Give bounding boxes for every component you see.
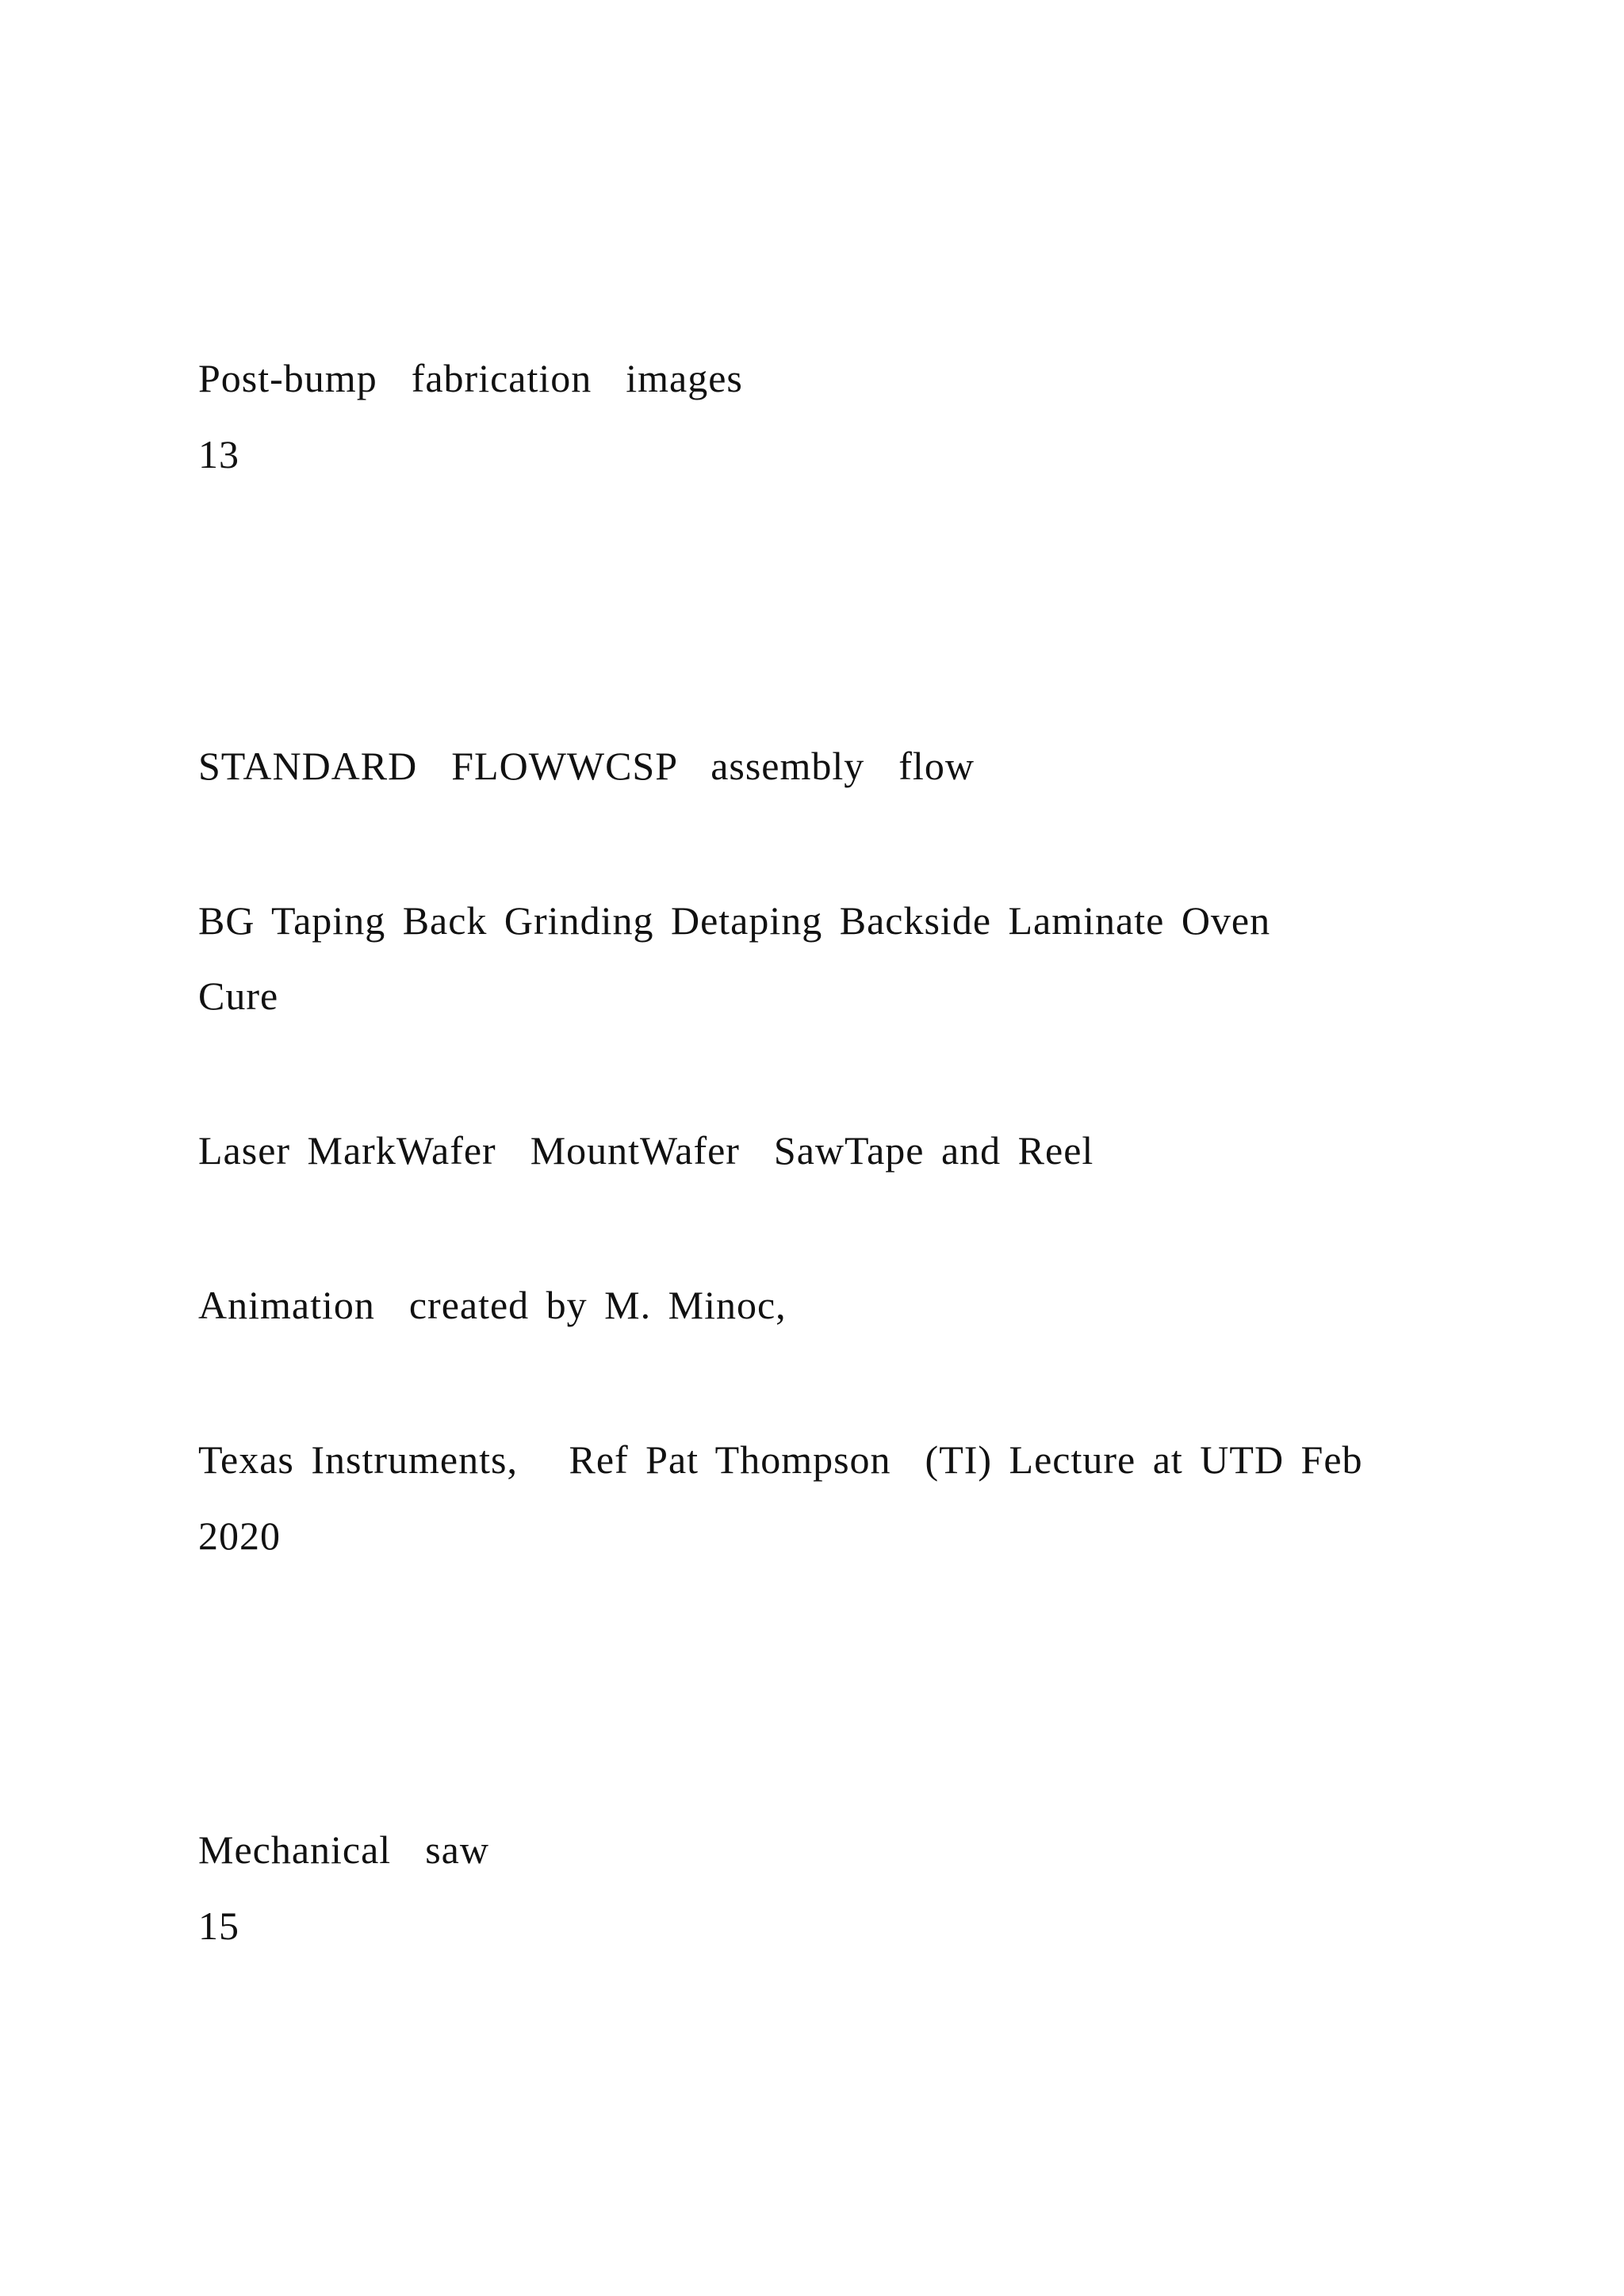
section-title-standard-flow: STANDARD FLOWWCSP assembly flow: [198, 744, 975, 788]
flow-steps-line-2: Cure: [198, 974, 279, 1018]
slide-number: 15: [198, 1904, 239, 1948]
slide-number: 13: [198, 432, 239, 476]
animation-credit: Animation created by M. Minoc,: [198, 1283, 787, 1327]
reference-line-2: 2020: [198, 1513, 281, 1558]
reference-line-1: Texas Instruments, Ref Pat Thompson (TI) Lecture at UTD Feb: [198, 1437, 1363, 1482]
flow-steps-line-1: BG Taping Back Grinding Detaping Backside Laminate Oven: [198, 898, 1271, 943]
flow-steps-line-3: Laser MarkWafer MountWafer SawTape and Reel: [198, 1128, 1094, 1173]
section-title-mechanical-saw: Mechanical saw: [198, 1827, 489, 1872]
section-title-post-bump: Post-bump fabrication images: [198, 356, 743, 400]
